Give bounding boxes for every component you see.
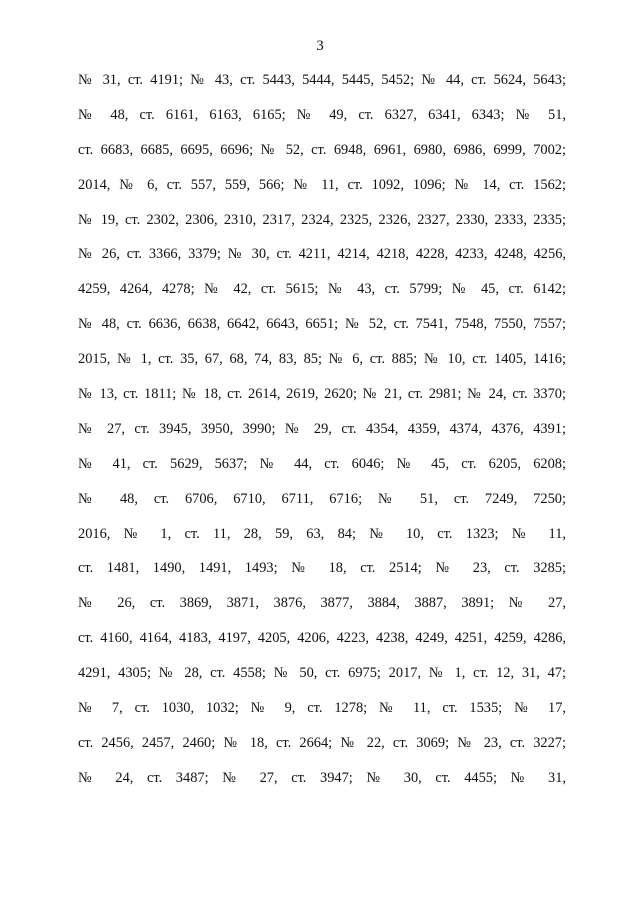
body-text — [78, 69, 566, 802]
page-number: 3 — [316, 38, 324, 54]
text-line: № 48, ст. 6706, 6710, 6711, 6716; № 51, ст. 7249, 7250; — [78, 490, 566, 507]
text-line: № 48, ст. 6161, 6163, 6165; № 49, ст. 6327, 6341, 6343; № 51, — [78, 106, 566, 123]
text-line: ст. 2456, 2457, 2460; № 18, ст. 2664; № 22, ст. 3069; № 23, ст. 3227; — [78, 734, 566, 751]
text-line: 4291, 4305; № 28, ст. 4558; № 50, ст. 6975; 2017, № 1, ст. 12, 31, 47; — [78, 665, 566, 682]
text-line: 2014, № 6, ст. 557, 559, 566; № 11, ст. 1092, 1096; № 14, ст. 1562; — [78, 176, 566, 193]
text-line: № 26, ст. 3366, 3379; № 30, ст. 4211, 4214, 4218, 4228, 4233, 4248, 4256, — [78, 246, 566, 263]
text-line: 2015, № 1, ст. 35, 67, 68, 74, 83, 85; № 6, ст. 885; № 10, ст. 1405, 1416; — [78, 351, 566, 368]
text-line: ст. 1481, 1490, 1491, 1493; № 18, ст. 2514; № 23, ст. 3285; — [78, 560, 566, 577]
text-line: № 41, ст. 5629, 5637; № 44, ст. 6046; № 45, ст. 6205, 6208; — [78, 455, 566, 472]
text-line: ст. 4160, 4164, 4183, 4197, 4205, 4206, 4223, 4238, 4249, 4251, 4259, 4286, — [78, 630, 566, 647]
text-line: № 26, ст. 3869, 3871, 3876, 3877, 3884, 3887, 3891; № 27, — [78, 595, 566, 612]
text-line: № 27, ст. 3945, 3950, 3990; № 29, ст. 4354, 4359, 4374, 4376, 4391; — [78, 420, 566, 437]
text-line: № 13, ст. 1811; № 18, ст. 2614, 2619, 2620; № 21, ст. 2981; № 24, ст. 3370; — [78, 386, 566, 403]
text-line: № 7, ст. 1030, 1032; № 9, ст. 1278; № 11, ст. 1535; № 17, — [78, 700, 566, 717]
text-line: 2016, № 1, ст. 11, 28, 59, 63, 84; № 10, ст. 1323; № 11, — [78, 525, 566, 542]
text-line: 4259, 4264, 4278; № 42, ст. 5615; № 43, ст. 5799; № 45, ст. 6142; — [78, 281, 566, 298]
text-line: № 48, ст. 6636, 6638, 6642, 6643, 6651; № 52, ст. 7541, 7548, 7550, 7557; — [78, 316, 566, 333]
text-line: № 19, ст. 2302, 2306, 2310, 2317, 2324, 2325, 2326, 2327, 2330, 2333, 2335; — [78, 211, 566, 228]
text-line: № 31, ст. 4191; № 43, ст. 5443, 5444, 5445, 5452; № 44, ст. 5624, 5643; — [78, 72, 566, 88]
text-line: ст. 6683, 6685, 6695, 6696; № 52, ст. 6948, 6961, 6980, 6986, 6999, 7002; — [78, 141, 566, 158]
text-line: № 24, ст. 3487; № 27, ст. 3947; № 30, ст. 4455; № 31, — [78, 769, 566, 786]
